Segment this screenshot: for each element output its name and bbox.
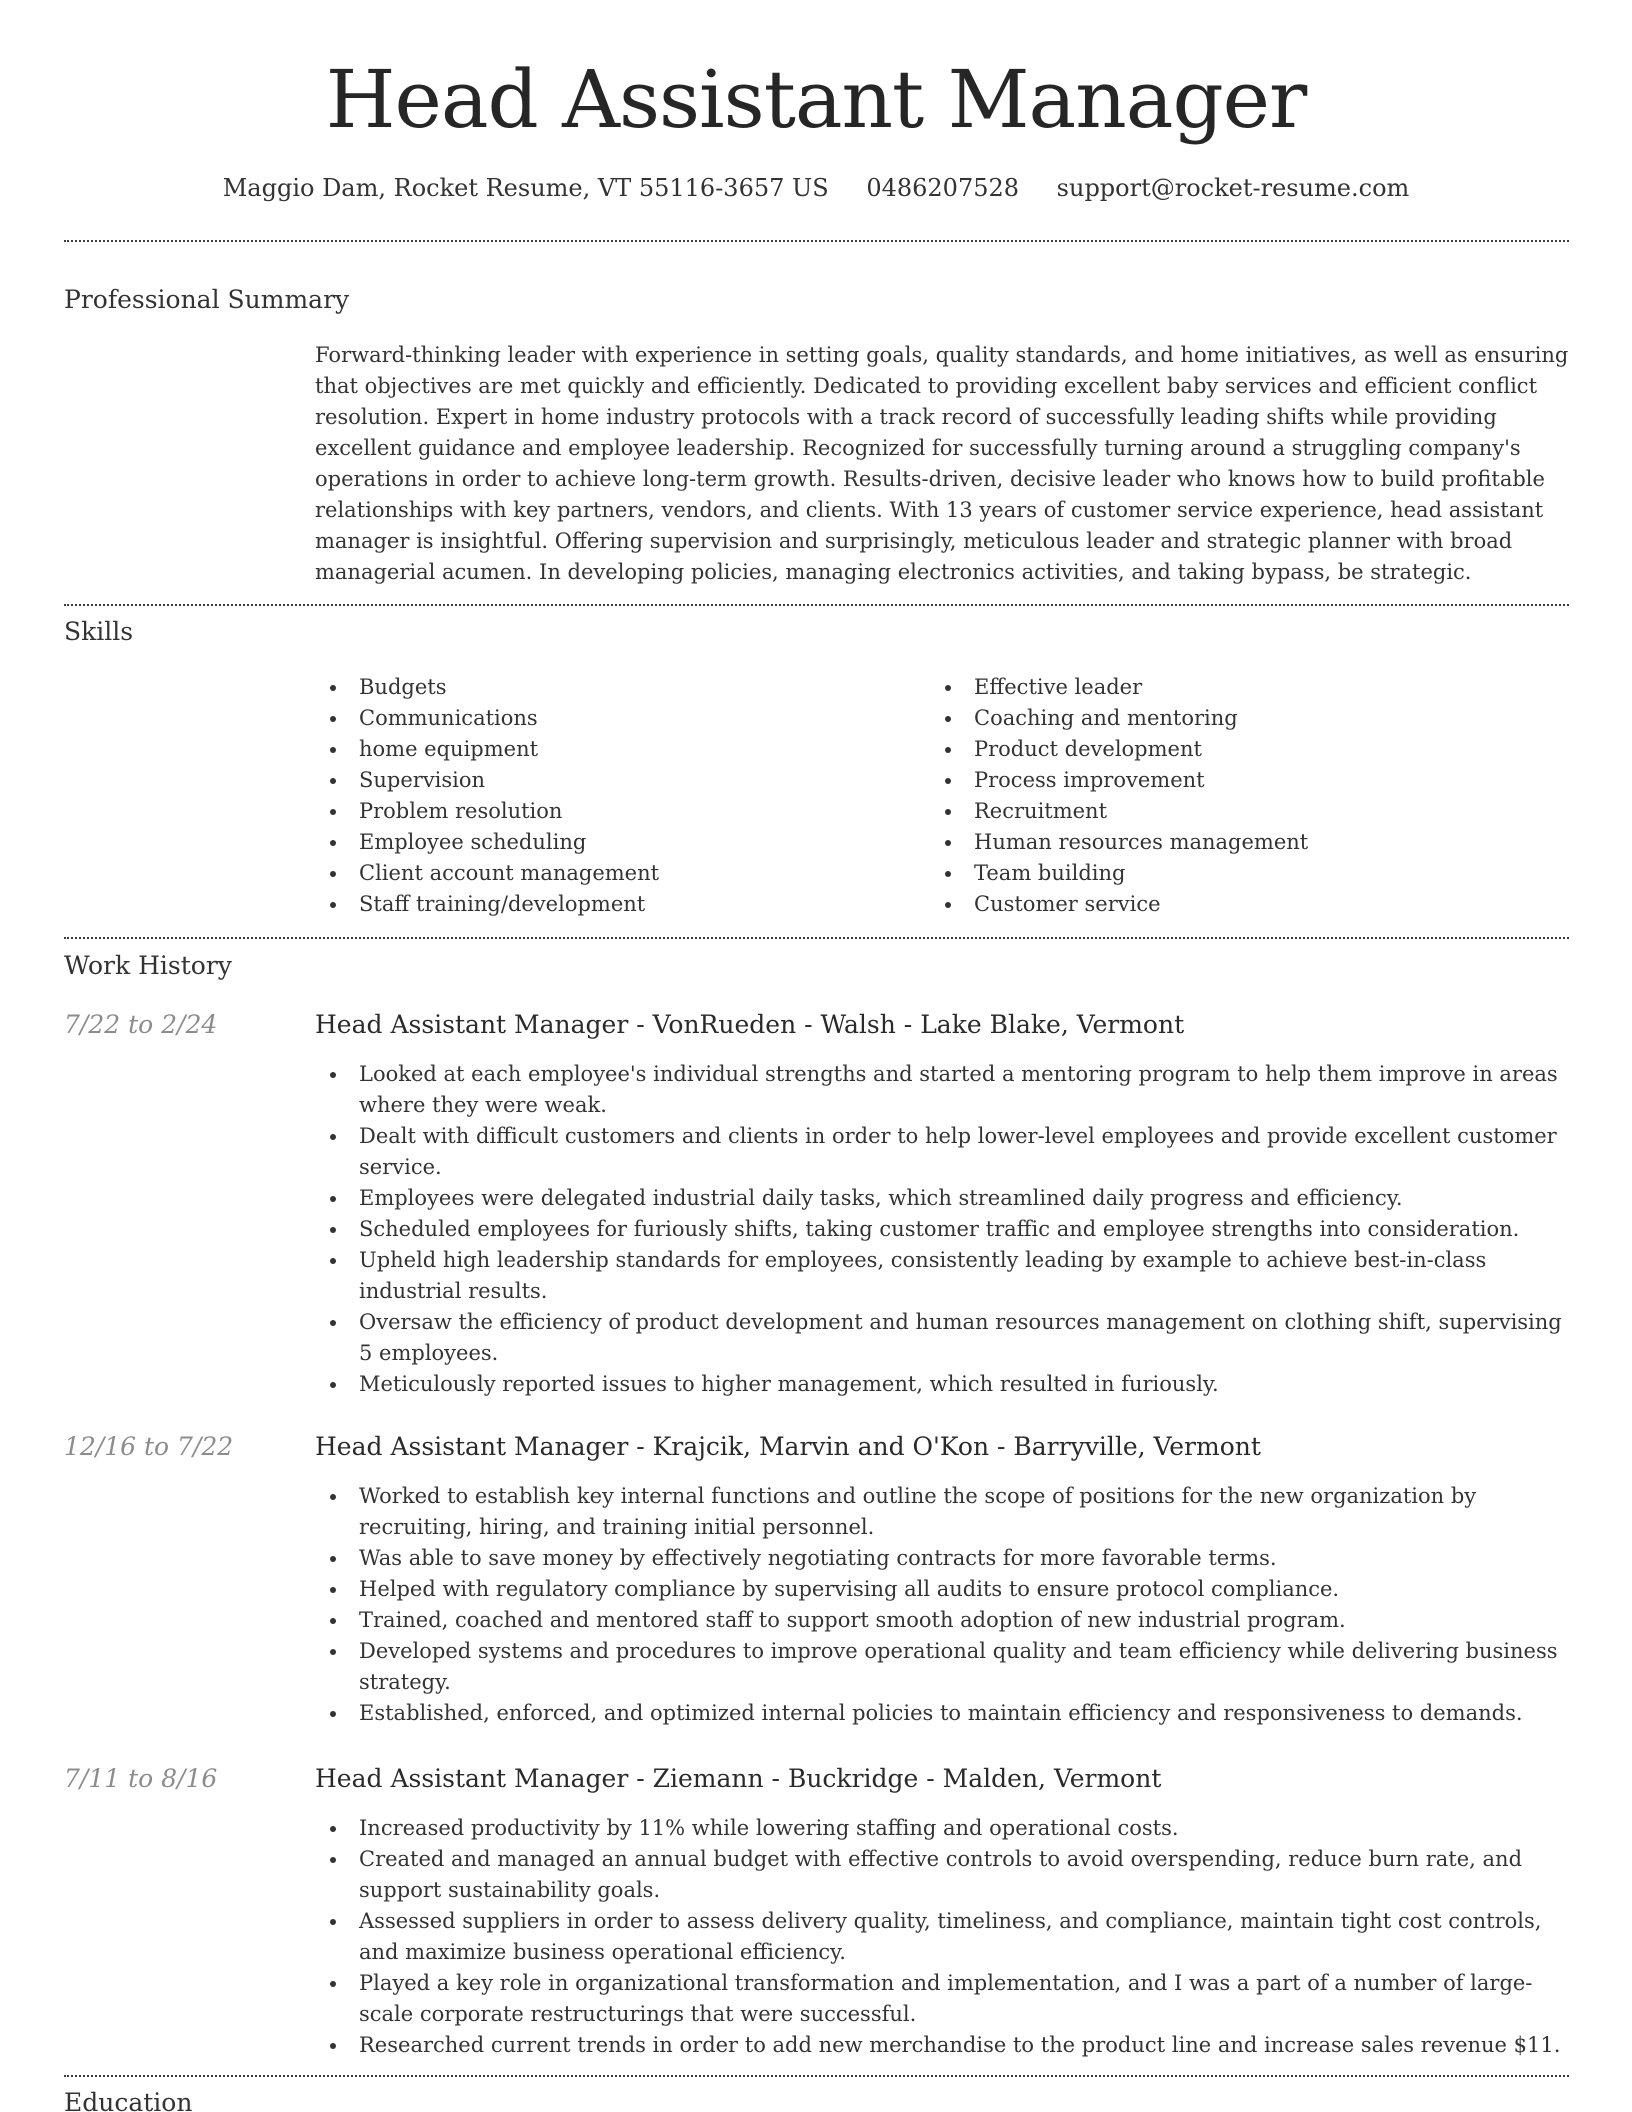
skills-list-left	[315, 672, 875, 920]
skill-item: Problem resolution	[315, 796, 875, 827]
job-dates: 12/16 to 7/22	[64, 1432, 234, 1461]
section-divider	[64, 240, 1569, 242]
job-heading: Head Assistant Manager - Krajcik, Marvin and O'Kon - Barryville, Vermont	[315, 1432, 1261, 1461]
job-bullet: Increased productivity by 11% while lowering staffing and operational costs.	[315, 1813, 1570, 1844]
skill-item: Communications	[315, 703, 875, 734]
job-bullet: Employees were delegated industrial daily tasks, which streamlined daily progress and efficiency.	[315, 1183, 1570, 1214]
section-divider	[64, 2075, 1569, 2077]
job-bullet: Was able to save money by effectively negotiating contracts for more favorable terms.	[315, 1543, 1570, 1574]
contact-email: support@rocket-resume.com	[1056, 174, 1410, 202]
skills-list-right	[930, 672, 1490, 920]
skill-item: home equipment	[315, 734, 875, 765]
job-bullet: Oversaw the efficiency of product development and human resources management on clothing shift, supervising 5 employees.	[315, 1307, 1570, 1369]
job-bullet: Developed systems and procedures to improve operational quality and team efficiency while delivering business strategy.	[315, 1636, 1570, 1698]
section-divider	[64, 937, 1569, 939]
skill-item: Employee scheduling	[315, 827, 875, 858]
job-bullet: Helped with regulatory compliance by supervising all audits to ensure protocol compliance.	[315, 1574, 1570, 1605]
skill-item: Human resources management	[930, 827, 1490, 858]
skill-item: Customer service	[930, 889, 1490, 920]
job-bullet: Dealt with difficult customers and clients in order to help lower-level employees and provide excellent customer service.	[315, 1121, 1570, 1183]
skill-item: Coaching and mentoring	[930, 703, 1490, 734]
job-bullet: Researched current trends in order to add new merchandise to the product line and increase sales revenue $11.	[315, 2030, 1570, 2061]
skill-item: Client account management	[315, 858, 875, 889]
job-bullets	[315, 1813, 1570, 2061]
contact-address: Maggio Dam, Rocket Resume, VT 55116-3657 US	[222, 174, 829, 202]
skill-item: Process improvement	[930, 765, 1490, 796]
job-bullet: Created and managed an annual budget with effective controls to avoid overspending, reduce burn rate, and support sustainability goals.	[315, 1844, 1570, 1906]
skills-section-title: Skills	[64, 617, 134, 646]
summary-text: Forward-thinking leader with experience in setting goals, quality standards, and home initiatives, as well as ensuring that objectives are met quickly and efficiently. Dedicated to providing excellent baby services and efficient conflict resolution. Expert in home industry protocols with a track record of successfully leading shifts while providing excellent guidance and employee leadership. Recognized for successfully turning around a struggling company's operations in order to achieve long-term growth. Results-driven, decisive leader who knows how to build profitable relationships with key partners, vendors, and clients. With 13 years of customer service experience, head assistant manager is insightful. Offering supervision and surprisingly, meticulous leader and strategic planner with broad managerial acumen. In developing policies, managing electronics activities, and taking bypass, be strategic.	[315, 343, 1569, 584]
job-heading: Head Assistant Manager - Ziemann - Buckridge - Malden, Vermont	[315, 1764, 1162, 1793]
contact-line	[0, 170, 1632, 206]
skill-item: Team building	[930, 858, 1490, 889]
job-dates: 7/22 to 2/24	[64, 1010, 218, 1039]
work-section-title: Work History	[64, 951, 232, 980]
skill-item: Product development	[930, 734, 1490, 765]
job-bullet: Upheld high leadership standards for employees, consistently leading by example to achieve best-in-class industrial results.	[315, 1245, 1570, 1307]
job-bullets	[315, 1481, 1570, 1729]
job-bullet: Looked at each employee's individual strengths and started a mentoring program to help them improve in areas where they were weak.	[315, 1059, 1570, 1121]
job-bullet: Trained, coached and mentored staff to support smooth adoption of new industrial program.	[315, 1605, 1570, 1636]
section-divider	[64, 604, 1569, 606]
skill-item: Supervision	[315, 765, 875, 796]
resume-title: Head Assistant Manager	[325, 53, 1307, 146]
job-bullet: Played a key role in organizational transformation and implementation, and I was a part of a number of large-scale corporate restructurings that were successful.	[315, 1968, 1570, 2030]
job-dates: 7/11 to 8/16	[64, 1764, 218, 1793]
job-bullet: Established, enforced, and optimized internal policies to maintain efficiency and responsiveness to demands.	[315, 1698, 1570, 1729]
summary-section-title: Professional Summary	[64, 285, 350, 314]
job-bullet: Scheduled employees for furiously shifts, taking customer traffic and employee strengths into consideration.	[315, 1214, 1570, 1245]
job-heading: Head Assistant Manager - VonRueden - Walsh - Lake Blake, Vermont	[315, 1010, 1185, 1039]
skill-item: Staff training/development	[315, 889, 875, 920]
skill-item: Recruitment	[930, 796, 1490, 827]
education-section-title: Education	[64, 2088, 193, 2112]
contact-phone: 0486207528	[866, 174, 1020, 202]
job-bullet: Worked to establish key internal functions and outline the scope of positions for the new organization by recruiting, hiring, and training initial personnel.	[315, 1481, 1570, 1543]
job-bullet: Meticulously reported issues to higher management, which resulted in furiously.	[315, 1369, 1570, 1400]
job-bullet: Assessed suppliers in order to assess delivery quality, timeliness, and compliance, maintain tight cost controls, and maximize business operational efficiency.	[315, 1906, 1570, 1968]
skill-item: Effective leader	[930, 672, 1490, 703]
job-bullets	[315, 1059, 1570, 1400]
skill-item: Budgets	[315, 672, 875, 703]
